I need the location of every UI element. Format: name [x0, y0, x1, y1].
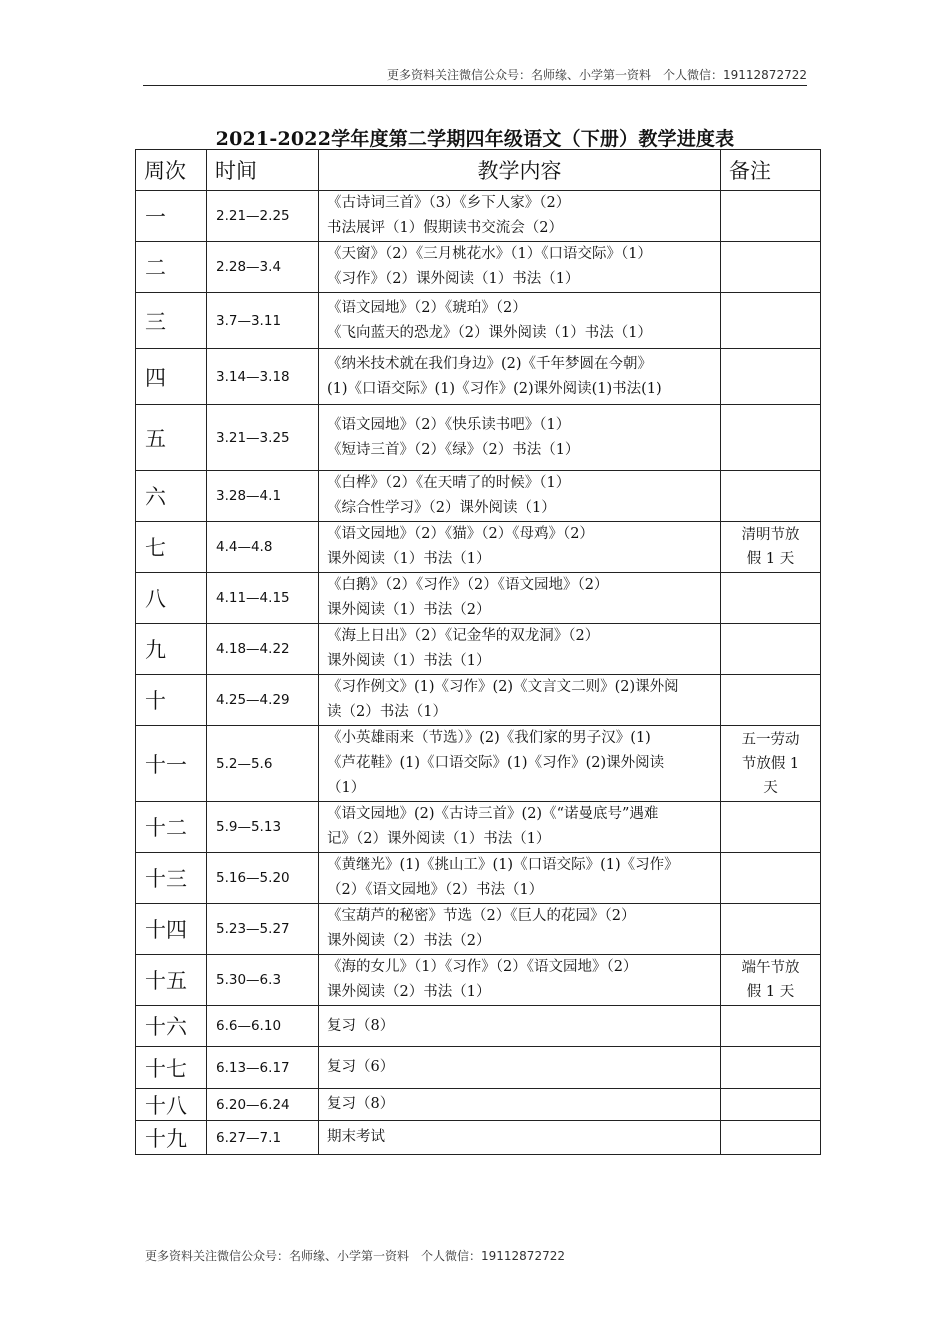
- content-line: 课外阅读（2）书法（2）: [327, 933, 491, 949]
- content-line: 课外阅读（2）书法（1）: [327, 984, 491, 1000]
- table-row: [136, 522, 821, 573]
- content-line: 课外阅读（1）书法（2）: [327, 602, 491, 618]
- content-line: （1）: [327, 780, 366, 796]
- week-cell: 五: [136, 405, 207, 471]
- content-cell: [319, 853, 721, 904]
- date-cell: 2.28—3.4: [207, 242, 319, 293]
- table-row: [136, 191, 821, 242]
- content-line: 复习（6）: [327, 1059, 395, 1075]
- column-header-date: 时间: [207, 150, 319, 191]
- content-line: 《海上日出》（2）《记金华的双龙洞》（2）: [327, 628, 600, 644]
- content-line: 《海的女儿》（1）《习作》（2）《语文园地》（2）: [327, 959, 638, 975]
- content-cell: [319, 1047, 721, 1089]
- note-cell: [721, 191, 821, 242]
- note-cell: [721, 802, 821, 853]
- content-line: 《黄继光》(1)《挑山工》(1)《口语交际》(1)《习作》: [327, 857, 679, 873]
- note-cell: [721, 1006, 821, 1047]
- content-cell: [319, 349, 721, 405]
- page-title: 2021-2022学年度第二学期四年级语文（下册）教学进度表: [215, 128, 735, 150]
- week-cell: 一: [136, 191, 207, 242]
- content-line: 复习（8）: [327, 1017, 395, 1034]
- date-cell: 6.6—6.10: [207, 1006, 319, 1047]
- note-cell: [721, 522, 821, 573]
- note-cell: [721, 675, 821, 726]
- week-cell: 六: [136, 471, 207, 522]
- table-row: [136, 726, 821, 802]
- date-cell: 4.4—4.8: [207, 522, 319, 573]
- note-line: 天: [763, 779, 778, 796]
- note-cell: [721, 1121, 821, 1155]
- content-line: 《语文园地》（2）《琥珀》（2）: [327, 299, 527, 316]
- week-cell: 二: [136, 242, 207, 293]
- week-cell: 七: [136, 522, 207, 573]
- week-cell: 九: [136, 624, 207, 675]
- date-cell: 6.20—6.24: [207, 1089, 319, 1121]
- content-line: 《古诗词三首》（3）《乡下人家》（2）: [327, 195, 571, 211]
- column-header-note: 备注: [721, 150, 821, 191]
- content-line: 《宝葫芦的秘密》节选（2）《巨人的花园》（2）: [327, 908, 636, 924]
- date-cell: 3.28—4.1: [207, 471, 319, 522]
- date-cell: 3.21—3.25: [207, 405, 319, 471]
- week-cell: 十二: [136, 802, 207, 853]
- content-cell: [319, 191, 721, 242]
- content-cell: [319, 955, 721, 1006]
- table-row: [136, 853, 821, 904]
- content-cell: [319, 1089, 721, 1121]
- content-line: （2）《语文园地》（2）书法（1）: [327, 882, 544, 898]
- date-cell: 6.13—6.17: [207, 1047, 319, 1089]
- content-line: 《综合性学习》（2）课外阅读（1）: [327, 500, 556, 516]
- table-row: [136, 471, 821, 522]
- table-row: [136, 349, 821, 405]
- note-cell: [721, 624, 821, 675]
- content-line: 读（2）书法（1）: [327, 704, 447, 720]
- table-row: [136, 1047, 821, 1089]
- date-cell: 5.23—5.27: [207, 904, 319, 955]
- content-line: 《习作》（2）课外阅读（1）书法（1）: [327, 271, 580, 287]
- week-cell: 三: [136, 293, 207, 349]
- date-cell: 3.14—3.18: [207, 349, 319, 405]
- week-cell: 十一: [136, 726, 207, 802]
- date-cell: 5.30—6.3: [207, 955, 319, 1006]
- table-row: [136, 1089, 821, 1121]
- table-row: [136, 242, 821, 293]
- content-line: 记》（2）课外阅读（1）书法（1）: [327, 831, 551, 847]
- note-cell: [721, 573, 821, 624]
- content-line: 《白鹅》（2）《习作》（2）《语文园地》（2）: [327, 577, 609, 593]
- note-line: 清明节放: [741, 527, 800, 543]
- week-cell: 十五: [136, 955, 207, 1006]
- content-cell: [319, 293, 721, 349]
- note-cell: [721, 293, 821, 349]
- content-line: 《飞向蓝天的恐龙》（2）课外阅读（1）书法（1）: [327, 324, 652, 341]
- content-line: 课外阅读（1）书法（1）: [327, 653, 491, 669]
- note-line: 五一劳动: [741, 731, 800, 748]
- content-line: 书法展评（1）假期读书交流会（2）: [327, 220, 563, 236]
- date-cell: 5.9—5.13: [207, 802, 319, 853]
- content-cell: [319, 242, 721, 293]
- content-cell: [319, 1006, 721, 1047]
- content-cell: [319, 522, 721, 573]
- week-cell: 八: [136, 573, 207, 624]
- content-cell: [319, 726, 721, 802]
- date-cell: 4.25—4.29: [207, 675, 319, 726]
- date-cell: 3.7—3.11: [207, 293, 319, 349]
- content-line: 课外阅读（1）书法（1）: [327, 551, 491, 567]
- footer-note: 更多资料关注微信公众号：名师缘、小学第一资料 个人微信：19112872722: [145, 1249, 565, 1263]
- table-row: [136, 802, 821, 853]
- week-cell: 十八: [136, 1089, 207, 1121]
- week-cell: 十四: [136, 904, 207, 955]
- week-cell: 十: [136, 675, 207, 726]
- content-cell: [319, 904, 721, 955]
- date-cell: 4.11—4.15: [207, 573, 319, 624]
- content-cell: [319, 802, 721, 853]
- note-line: 节放假 1: [741, 755, 800, 772]
- content-line: 《芦花鞋》(1)《口语交际》(1)《习作》(2)课外阅读: [327, 755, 665, 771]
- header-rule: [143, 85, 807, 86]
- schedule-table: [135, 149, 821, 1155]
- content-cell: [319, 1121, 721, 1155]
- date-cell: 4.18—4.22: [207, 624, 319, 675]
- content-line: 《天窗》（2）《三月桃花水》（1）《口语交际》（1）: [327, 246, 652, 262]
- table-row: [136, 405, 821, 471]
- note-cell: [721, 1047, 821, 1089]
- content-line: 《短诗三首》（2）《绿》（2）书法（1）: [327, 441, 580, 458]
- note-line: 假 1 天: [746, 984, 795, 1000]
- note-cell: [721, 242, 821, 293]
- table-row: [136, 624, 821, 675]
- table-header-row: [136, 150, 821, 191]
- date-cell: 5.16—5.20: [207, 853, 319, 904]
- content-line: 《小英雄雨来（节选）》(2)《我们家的男子汉》(1): [327, 730, 651, 746]
- date-cell: 6.27—7.1: [207, 1121, 319, 1155]
- note-cell: [721, 853, 821, 904]
- note-cell: [721, 1089, 821, 1121]
- content-line: 《语文园地》（2）《猫》（2）《母鸡》（2）: [327, 526, 594, 542]
- content-line: 《习作例文》(1)《习作》(2)《文言文二则》(2)课外阅: [327, 679, 679, 695]
- table-row: [136, 955, 821, 1006]
- content-line: 《白桦》（2）《在天晴了的时候》（1）: [327, 475, 571, 491]
- date-cell: 2.21—2.25: [207, 191, 319, 242]
- week-cell: 十六: [136, 1006, 207, 1047]
- table-row: [136, 675, 821, 726]
- content-line: 《纳米技术就在我们身边》(2)《千年梦圆在今朝》: [327, 355, 653, 372]
- column-header-content: 教学内容: [319, 150, 721, 191]
- note-line: 端午节放: [741, 960, 800, 976]
- content-line: 复习（8）: [327, 1096, 395, 1112]
- note-cell: [721, 726, 821, 802]
- note-cell: [721, 471, 821, 522]
- content-line: 期末考试: [327, 1129, 385, 1145]
- content-cell: [319, 471, 721, 522]
- content-line: (1)《口语交际》(1)《习作》(2)课外阅读(1)书法(1): [327, 380, 662, 397]
- week-cell: 四: [136, 349, 207, 405]
- note-cell: [721, 349, 821, 405]
- content-line: 《语文园地》（2）《快乐读书吧》（1）: [327, 416, 571, 433]
- note-cell: [721, 405, 821, 471]
- table-row: [136, 293, 821, 349]
- table-row: [136, 573, 821, 624]
- content-cell: [319, 405, 721, 471]
- note-cell: [721, 904, 821, 955]
- week-cell: 十三: [136, 853, 207, 904]
- content-line: 《语文园地》(2)《古诗三首》(2)《“诺曼底号”遇难: [327, 806, 659, 822]
- header-note: 更多资料关注微信公众号：名师缘、小学第一资料 个人微信：19112872722: [387, 68, 807, 82]
- column-header-week: 周次: [136, 150, 207, 191]
- date-cell: 5.2—5.6: [207, 726, 319, 802]
- table-row: [136, 1006, 821, 1047]
- week-cell: 十九: [136, 1121, 207, 1155]
- content-cell: [319, 573, 721, 624]
- table-row: [136, 904, 821, 955]
- table-body: [136, 191, 821, 1155]
- content-cell: [319, 624, 721, 675]
- note-cell: [721, 955, 821, 1006]
- content-cell: [319, 675, 721, 726]
- note-line: 假 1 天: [746, 551, 795, 567]
- table-row: [136, 1121, 821, 1155]
- week-cell: 十七: [136, 1047, 207, 1089]
